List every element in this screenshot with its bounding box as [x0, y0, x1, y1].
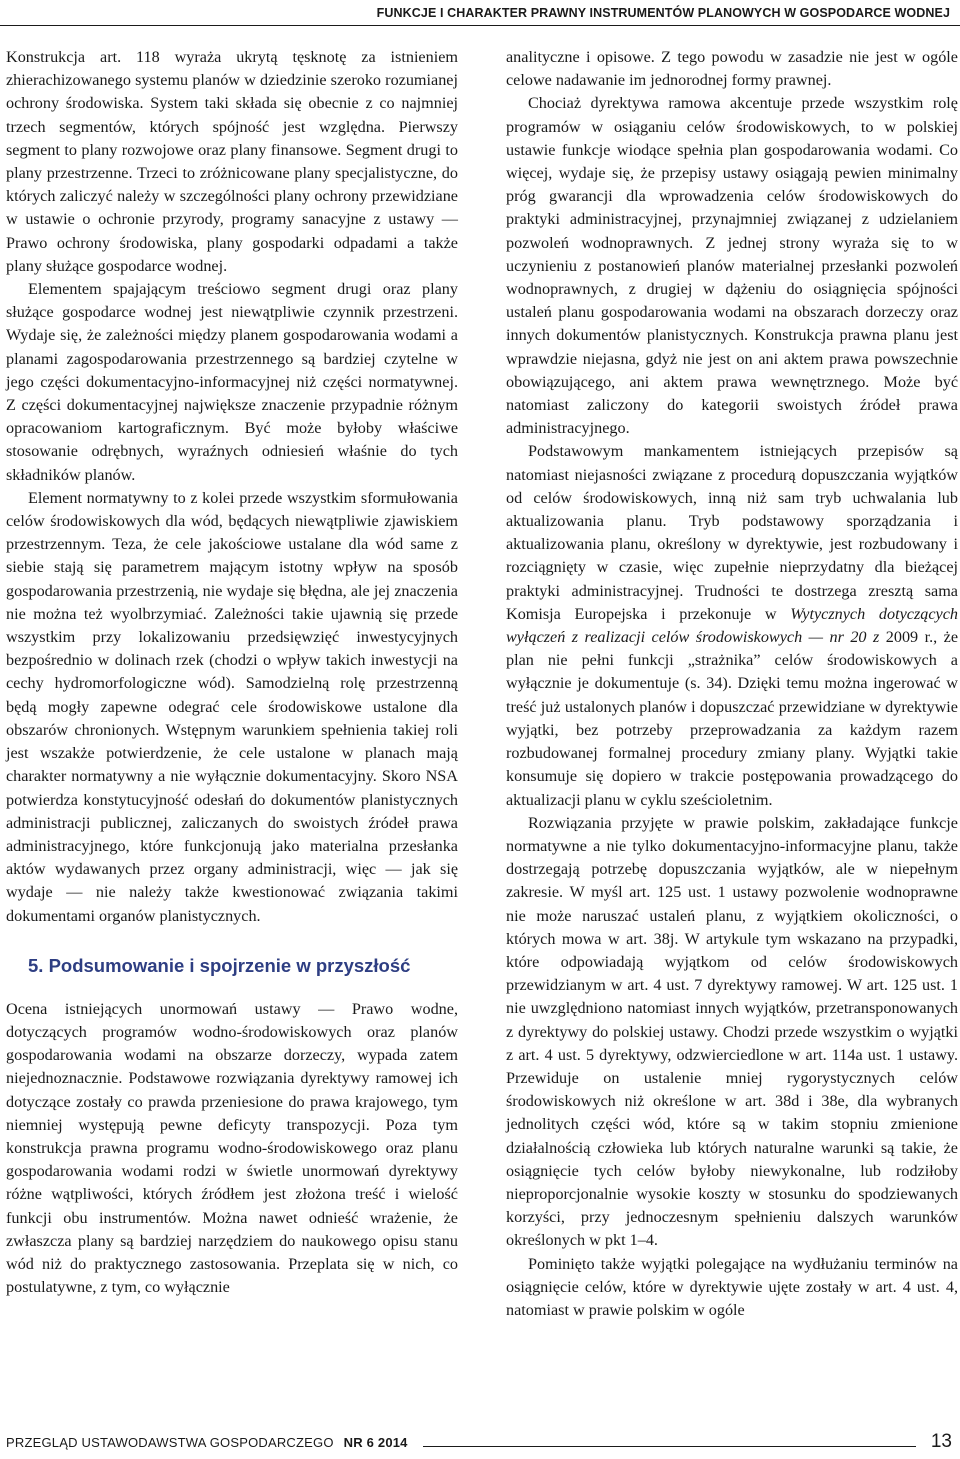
paragraph: Pominięto także wyjątki polegające na wydłużaniu terminów na osiągnięcie celów, które w dyrektywie ujęte zostały w art. 4 ust. 4, natomiast w prawie polskim w ogóle	[506, 1254, 958, 1319]
paragraph-text: Podstawowym mankamentem istniejących przepisów są natomiast niejasności związane z procedurą dopuszczania wyjątków od celów środowiskowych, inną niż sam tryb uchwalania lub aktualizowania planu. Tryb podstawowy sporządzania i aktualizowania planu, określony w dyrektywie, jest rozbudowany i rozciągnięty w czasie, więc zupełnie nieprzydatny dla bieżącej praktyki administracyjnej. Trudności te dostrzega zresztą sama Komisja Europejska i przekonuje w	[506, 442, 958, 623]
journal-title	[6, 1435, 408, 1450]
left-column	[6, 46, 458, 1299]
running-header: FUNKCJE I CHARAKTER PRAWNY INSTRUMENTÓW PLANOWYCH W GOSPODARCE WODNEJ	[376, 6, 950, 20]
journal-name: PRZEGLĄD USTAWODAWSTWA GOSPODARCZEGO	[6, 1435, 334, 1450]
italic-citation: Wytycznych dotyczących wyłączeń z realizacji celów środowiskowych — nr 20 z	[506, 604, 958, 647]
paragraph: Rozwiązania przyjęte w prawie polskim, zakładające funkcje normatywne a nie tylko dokumentacyjno-informacyjne planu, także dostrzegają potrzebę dopuszczania wyjątków, ale w niepełnym zakresie. W myśl art. 125 ust. 1 ustawy pozwolenie wodnoprawne nie może naruszać ustaleń planu, z wyjątkiem okoliczności, o których mowa w art. 38j. W artykule tym wskazano na przypadki, które odpowiadają wyjątkom od celów środowiskowych przewidzianym w art. 4 ust. 7 dyrektywy ramowej. W art. 125 ust. 1 nie uwzględniono natomiast innych wyjątków, przetransponowanych z dyrektywy do polskiej ustawy. Chodzi przede wszystkim o wyjątki z art. 4 ust. 5 dyrektywy, odzwierciedlone w art. 114a ust. 1 ustawy. Przewiduje on ustalenie mniej rygorystycznych celów środowiskowych niż określone w art. 38d i 38e, dla wybranych jednolitych części wód, które są w takim stopniu zmienione działalnością człowieka lub których naturalne warunki są takie, że osiągnięcie tych celów byłoby niewykonalne, lub rodziłoby nieproporcjonalnie wysokie koszty w stosunku do spodziewanych korzyści, przy jednoczesnym spełnieniu dalszych warunków określonych w pkt 1–4.	[506, 813, 958, 1250]
page-footer	[6, 1431, 954, 1455]
issue-number: NR 6 2014	[343, 1435, 408, 1450]
paragraph: Konstrukcja art. 118 wyraża ukrytą tęsknotę za istnieniem zhierachizowanego systemu planów w dziedzinie szeroko rozumianej ochrony środowiska. System taki składa się obecnie z co najmniej trzech segmentów, których spójność jest względna. Pierwszy segment to plany rozwojowe oraz plany finansowe. Segment drugi to plany przestrzenne. Trzeci to zróżnicowane plany specjalistyczne, do których zaliczyć należy w szczególności plany ochrony przewidziane w ustawie o ochronie przyrody, programy sanacyjne z ustawy — Prawo ochrony środowiska, plany gospodarki odpadami a także plany służące gospodarce wodnej.	[6, 48, 458, 275]
page-number: 13	[930, 1431, 952, 1452]
paragraph: analityczne i opisowe. Z tego powodu w zasadzie nie jest w ogóle celowe nadawanie im jednorodnej formy prawnej.	[506, 48, 958, 90]
paragraph: Element normatywny to z kolei przede wszystkim sformułowania celów środowiskowych dla wód, będących niewątpliwie zjawiskiem przestrzennym. Teza, że cele jakościowe ustalane dla wód same z siebie stają się parametrem mającym istotny wpływ na sposób gospodarowania przestrzenią, nie wydaje się błędna, ale jej znaczenia nie można też wyolbrzymiać. Zależności takie ujawnią się przede wszystkim przy lokalizowaniu przedsięwzięć inwestycyjnych bezpośrednio w dolinach rzek (chodzi o wpływ takich inwestycji na cechy hydromorfologiczne wód). Samodzielną rolę przestrzenną będą mogły zapewne odegrać cele środowiskowe ustalone dla obszarów chronionych. Wstępnym warunkiem spełnienia takiej roli jest wszakże potwierdzenie, że cele ustalone w planach mają charakter normatywny a nie wyłącznie dokumentacyjny. Skoro NSA potwierdza konstytucyjność odesłań do dokumentów planistycznych administracji publicznej, zaliczanych do swoistych źródeł prawa administracyjnego, które funkcjonują jako materialna przesłanka aktów wydawanych przez organy administracji, więc — jak się wydaje — nie należy także kwestionować związania takimi dokumentami organów planistycznych.	[6, 488, 458, 925]
footer-divider	[423, 1446, 916, 1447]
paragraph-text: 2009 r., że plan nie pełni funkcji „strażnika” celów środowiskowych a wyłącznie je dokumentuje (s. 34). Dzięki temu można ingerować w treść już ustalonych planów i dopuszczać przewidziane w dyrektywie wyjątki, bez potrzeby przeprowadzania za każdym razem rozbudowanej formalnej procedury zmiany plany. Wyjątki takie konsumuje się dopiero w trakcie postępowania prowadzącego do aktualizacji planu w cyklu sześcioletnim.	[506, 628, 959, 809]
header-divider	[0, 25, 960, 26]
paragraph: Ocena istniejących unormowań ustawy — Prawo wodne, dotyczących programów wodno-środowiskowych oraz planów gospodarowania wodami na obszarze dorzeczy, wypada zatem niejednoznacznie. Podstawowe rozwiązania dyrektywy ramowej ich dotyczące zostały co prawda przeniesione do prawa krajowego, tym niemniej występują pewne deficyty transpozycji. Poza tym konstrukcja prawna programu wodno-środowiskowego oraz planu gospodarowania wodami rodzi w świetle unormowań dyrektywy różne wątpliwości, których źródłem jest złożona treść i wielość funkcji obu instrumentów. Można nawet odnieść wrażenie, że zwłaszcza plany są bardziej narzędziem do naukowego opisu stanu wód niż do praktycznego zastosowania. Przeplata się w nich, co postulatywne, z tym, co wyłącznie	[6, 999, 458, 1297]
paragraph	[506, 440, 958, 811]
paragraph: Chociaż dyrektywa ramowa akcentuje przede wszystkim rolę programów w osiąganiu celów środowiskowych, to w polskiej ustawie funkcje wiodące spełnia plan gospodarowania wodami. Co więcej, wydaje się, że przepisy ustawy osiągają pewien minimalny próg gwarancji dla wprowadzenia celów środowiskowych do praktyki administracyjnej, przynajmniej związanej z udzielaniem pozwoleń wodnoprawnych. Z jednej strony wyraża się to w uczynieniu z postanowień planów materialnej przesłanki pozwoleń wodnoprawnych, z drugiej w dążeniu do osiągnięcia spójności ustaleń planu gospodarowania wodami na obszarach dorzeczy oraz innych dokumentów planistycznych. Konstrukcja prawna planu jest wprawdzie niejasna, gdyż nie jest on ani aktem prawa powszechnie obowiązującego, ani aktem prawa wewnętrznego. Może być natomiast zaliczony do kategorii swoistych źródeł prawa administracyjnego.	[506, 94, 958, 438]
section-heading: 5. Podsumowanie i spojrzenie w przyszłość	[28, 954, 411, 976]
paragraph: Elementem spajającym treściowo segment drugi oraz plany służące gospodarce wodnej jest niewątpliwie czynnik przestrzeni. Wydaje się, że zależności między planem gospodarowania wodami a planami zagospodarowania przestrzennego są bardziej czytelne w jego części dokumentacyjno-informacyjnej niż części normatywnej. Z części dokumentacyjnej największe znaczenie przypadnie różnym opracowaniom kartograficznym. Być może byłoby właściwe stosowanie odrębnych, wyraźnych odniesień właśnie do tych składników planów.	[6, 280, 458, 484]
right-column	[506, 46, 958, 1322]
